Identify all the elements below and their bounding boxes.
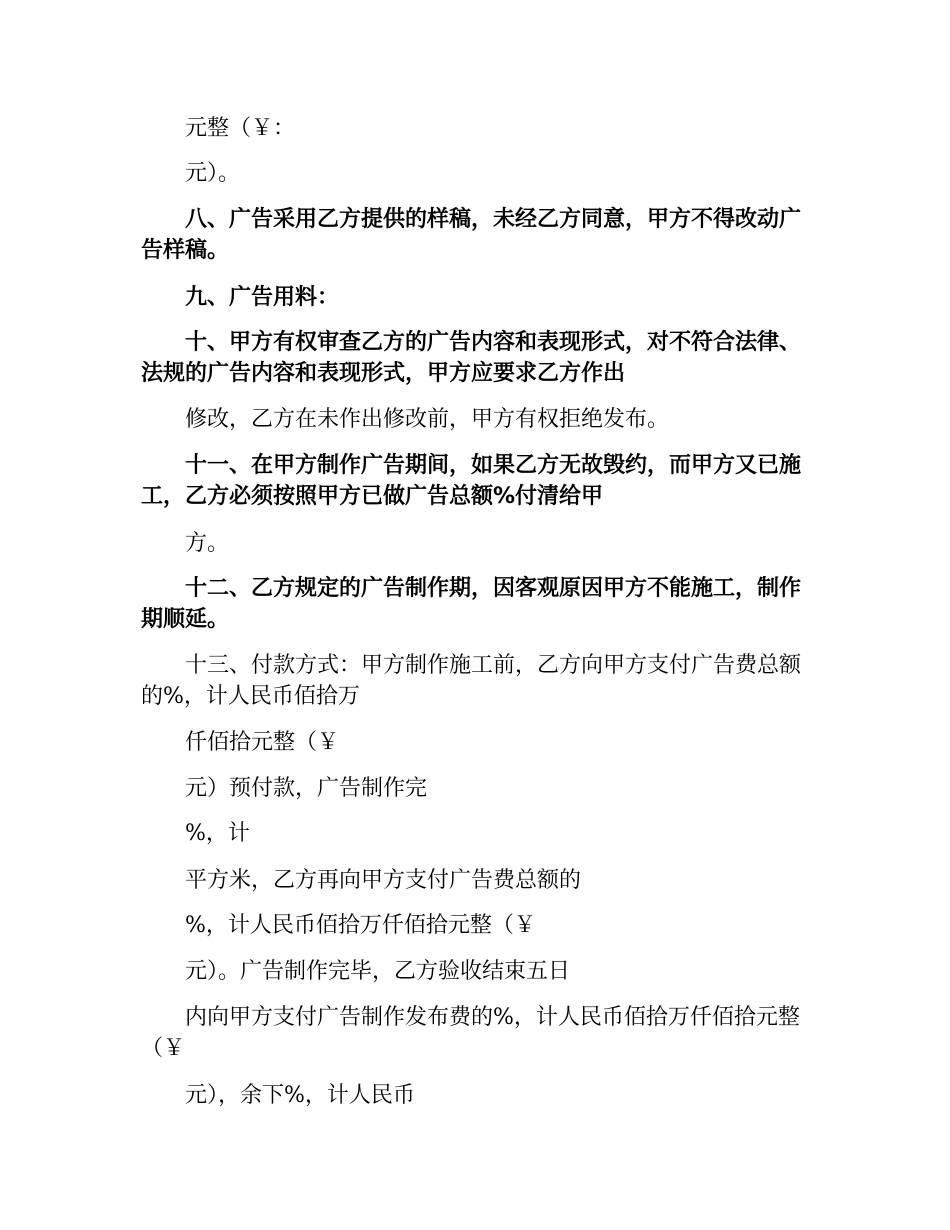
clause-13-completion-line: 元）。广告制作完毕，乙方验收结束五日 [185,959,571,984]
clause-13-final-payment-line: 内向甲方支付广告制作发布费的%，计人民币佰拾万仟佰拾元整（￥ [141,1005,800,1061]
clause-13-prepayment-line: 元）预付款，广告制作完 [185,776,428,801]
clause-13-percent-line: %，计 [185,821,250,846]
clause-8: 八、广告采用乙方提供的样稿，未经乙方同意，甲方不得改动广告样稿。 [141,207,802,263]
clause-13-amount-line: 仟佰拾元整（￥ [185,730,340,755]
clause-12: 十二、乙方规定的广告制作期，因客观原因甲方不能施工，制作期顺延。 [141,576,802,632]
clause-13-remainder-line: 元），余下%，计人民币 [185,1083,415,1108]
clause-11-continued: 方。 [185,531,230,556]
clause-10: 十、甲方有权审查乙方的广告内容和表现形式，对不符合法律、法规的广告内容和表现形式，甲方应要求乙方作出 [141,330,802,386]
clause-11: 十一、在甲方制作广告期间，如果乙方无故毁约，而甲方又已施工，乙方必须按照甲方已做广告总额%付清给甲 [141,453,802,509]
paragraph-amount-close: 元）。 [185,161,241,186]
clause-13-second-payment-line: %，计人民币佰拾万仟佰拾元整（￥ [185,913,536,938]
clause-13-area-line: 平方米，乙方再向甲方支付广告费总额的 [185,868,582,893]
clause-13: 十三、付款方式：甲方制作施工前，乙方向甲方支付广告费总额的%，计人民币佰拾万 [141,653,802,709]
paragraph-amount-line: 元整（￥： [185,116,296,141]
clause-10-continued: 修改，乙方在未作出修改前，甲方有权拒绝发布。 [185,407,670,432]
clause-9: 九、广告用料： [185,285,340,310]
